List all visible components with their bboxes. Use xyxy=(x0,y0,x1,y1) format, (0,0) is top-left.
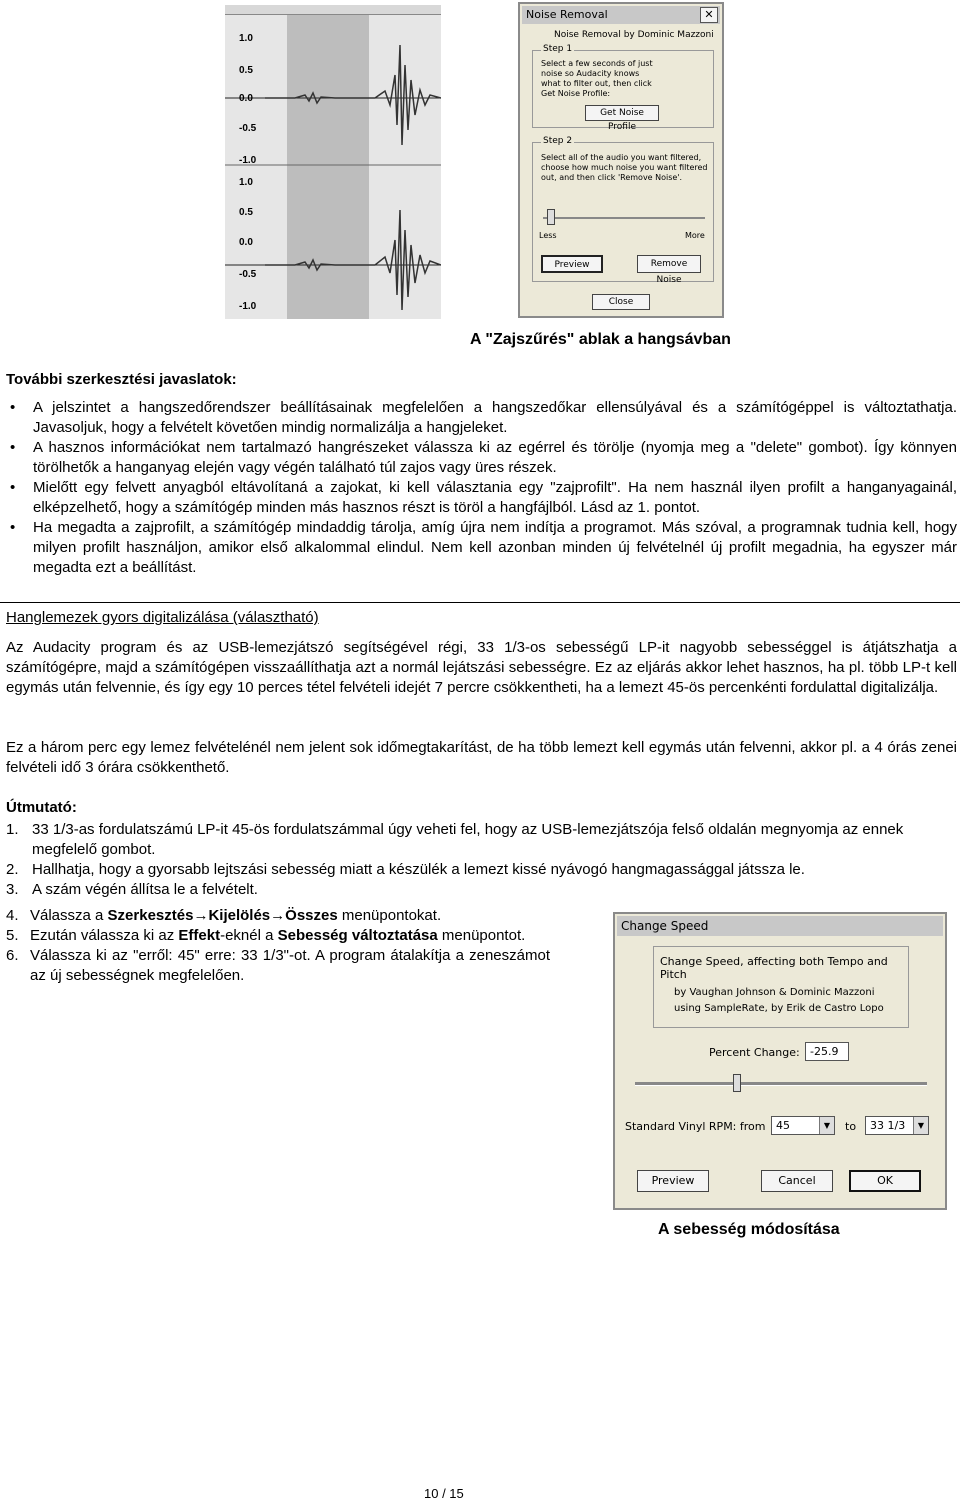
chevron-down-icon[interactable]: ▼ xyxy=(913,1117,928,1134)
noise-slider-thumb[interactable] xyxy=(547,209,555,225)
from-rpm-select[interactable] xyxy=(771,1116,835,1135)
to-label: to xyxy=(845,1120,857,1133)
speed-slider-thumb[interactable] xyxy=(733,1074,741,1092)
dialog-title: Change Speed xyxy=(621,919,709,933)
step-text: -eknél a xyxy=(220,927,278,944)
credits-line: by Vaughan Johnson & Dominic Mazzoni xyxy=(674,987,875,998)
axis-label: 1.0 xyxy=(239,33,253,44)
step2-group xyxy=(532,136,714,285)
waveform-screenshot xyxy=(225,5,441,319)
rpm-label: Standard Vinyl RPM: from xyxy=(625,1120,766,1133)
axis-label: 0.5 xyxy=(239,65,253,76)
dialog-title: Noise Removal xyxy=(526,8,608,21)
suggestions-heading: További szerkesztési javaslatok: xyxy=(6,371,237,388)
menu-effect: Effekt xyxy=(178,927,221,944)
waveform-graphic xyxy=(225,5,441,319)
steps-list xyxy=(6,820,957,900)
axis-label: -1.0 xyxy=(239,301,257,312)
list-item xyxy=(6,860,957,880)
step2-text: Select all of the audio you want filtered, choose how much noise you want filtered out, and then click 'Remove Noise'. xyxy=(541,153,708,182)
list-item: • Ha megadta a zajprofilt, a számítógép mindaddig tárolja, amíg újra nem indítja a programot. Más szóval, a programnak tudnia kell, hogy milyen profilt használjon, amikor első alkalommal elindul. Nem kell azonban minden új felvételnél új profilt megadnia, ha egyszer már megadta ezt a beállítást. xyxy=(0,518,957,578)
dialog-titlebar xyxy=(522,6,720,24)
step1-text: Select a few seconds of just noise so Audacity knows what to filter out, then click Get Noise Profile: xyxy=(541,59,653,98)
step-number: 4. xyxy=(6,907,19,924)
step-text: Hallhatja, hogy a gyorsabb lejtszási sebesség miatt a készülék a lemezt kissé nyávogó hangmagassággal játssza le. xyxy=(32,861,805,878)
list-item xyxy=(6,880,957,900)
list-item: • Mielőtt egy felvett anyagból eltávolítaná a zajokat, ki kell választania egy "zajprofilt". Ha nem használ ilyen profilt a hanganyagainál, elképzelhető, hogy a számítógép minden más hasznos részt is töröl a hangfájlból. Lásd az 1. pontot. xyxy=(0,478,957,518)
list-item: • A jelszintet a hangszedőrendszer beállításainak megfelelően a hangszedőkar ellensúlyával és a számítógéppel is változtathatja. Javasoljuk, hogy a felvételt követően mindig normalizálja a hangjeleket. xyxy=(0,398,957,438)
arrow-icon: → xyxy=(193,907,209,924)
close-icon[interactable]: ✕ xyxy=(700,7,718,23)
menu-select: Kijelölés xyxy=(208,907,271,924)
menu-change-speed: Sebesség változtatása xyxy=(277,927,438,944)
more-label: More xyxy=(685,231,705,240)
noise-slider-track[interactable] xyxy=(543,217,705,219)
close-button[interactable]: Close xyxy=(592,294,650,310)
axis-label: 1.0 xyxy=(239,177,253,188)
percent-change-input[interactable]: -25.9 xyxy=(805,1042,849,1061)
step2-label: Step 2 xyxy=(543,136,573,146)
less-label: Less xyxy=(539,231,557,240)
arrow-icon: → xyxy=(270,907,286,924)
step-text: A szám végén állítsa le a felvételt. xyxy=(32,881,258,898)
step-number: 3. xyxy=(6,881,19,898)
axis-label: 0.0 xyxy=(239,93,253,104)
step-text: 33 1/3-as fordulatszámú LP-it 45-ös fordulatszámmal úgy veheti fel, hogy az USB-lemezjátszója felső oldalán megnyomja az ennek megfelelő gombot. xyxy=(32,821,904,858)
percent-change-label: Percent Change: xyxy=(709,1046,800,1059)
step-text: Válassza a xyxy=(30,907,108,924)
step-number: 5. xyxy=(6,927,19,944)
step-text: Válassza ki az "erről: 45" erre: 33 1/3"-ot. A program átalakítja a zeneszámot az új sebességnek megfelelően. xyxy=(30,947,550,984)
section-divider xyxy=(0,602,960,603)
step-number: 6. xyxy=(6,947,19,964)
chevron-down-icon[interactable]: ▼ xyxy=(819,1117,834,1134)
to-rpm-value: 33 1/3 xyxy=(870,1119,906,1132)
list-item: • A hasznos információkat nem tartalmazó hangrészeket válassza ki az egérrel és törölje (nyomja meg a "delete" gombot). Így könnyen törölhetők a hanganyag elején vagy végén található túl zajos vagy üres részek. xyxy=(0,438,957,478)
list-item xyxy=(6,946,550,986)
section-heading: Hanglemezek gyors digitalizálása (választható) xyxy=(6,609,319,626)
speed-slider-track[interactable] xyxy=(635,1082,927,1086)
axis-label: 0.5 xyxy=(239,207,253,218)
axis-label: 0.0 xyxy=(239,237,253,248)
figure-caption: A "Zajszűrés" ablak a hangsávban xyxy=(470,331,731,348)
list-item xyxy=(6,820,957,860)
step-text: menüpontot. xyxy=(437,927,526,944)
dialog-heading: Change Speed, affecting both Tempo and Pitch xyxy=(660,955,888,981)
steps-list-continued xyxy=(6,906,550,986)
step-text: Ezután válassza ki az xyxy=(30,927,179,944)
suggestions-list xyxy=(0,398,957,578)
page-number: 10 / 15 xyxy=(424,1486,464,1501)
figure-caption: A sebesség módosítása xyxy=(658,1221,840,1238)
info-group xyxy=(653,946,909,1028)
list-item xyxy=(6,906,550,926)
step-number: 2. xyxy=(6,861,19,878)
axis-label: -1.0 xyxy=(239,155,257,166)
change-speed-dialog xyxy=(613,912,947,1210)
dialog-titlebar xyxy=(617,916,943,936)
preview-button[interactable]: Preview xyxy=(541,255,603,273)
ok-button[interactable]: OK xyxy=(849,1170,921,1192)
preview-button[interactable]: Preview xyxy=(637,1170,709,1192)
list-item xyxy=(6,926,550,946)
step1-group xyxy=(532,44,714,132)
cancel-button[interactable]: Cancel xyxy=(761,1170,833,1192)
paragraph: Az Audacity program és az USB-lemezjátszó segítségével régi, 33 1/3-os sebességű LP-it nagyobb sebességgel is átjátszhatja a számítógépre, majd a számítógépen visszaállíthatja azt a normál lejátszási sebességre. Ez az eljárás akkor lehet hasznos, ha pl. több LP-t kell egymás után felvennie, és így egy 10 perces tétel felvételi idejét 7 percre csökkentheti, ha a lemezt 45-ös percenkénti fordulattal digitalizálja. xyxy=(6,639,957,696)
remove-noise-button[interactable]: Remove Noise xyxy=(637,255,701,273)
paragraph: Ez a három perc egy lemez felvételénél nem jelent sok időmegtakarítást, de ha több lemezt kell egymás után felvenni, akkor pl. a 4 órás zenei felvételi idő 3 órára csökkenthető. xyxy=(6,739,957,776)
menu-all: Összes xyxy=(285,907,338,924)
from-rpm-value: 45 xyxy=(776,1119,790,1132)
axis-label: -0.5 xyxy=(239,269,257,280)
menu-edit: Szerkesztés xyxy=(107,907,194,924)
axis-label: -0.5 xyxy=(239,123,257,134)
dialog-subtitle: Noise Removal by Dominic Mazzoni xyxy=(554,30,714,40)
guide-heading: Útmutató: xyxy=(6,799,77,816)
step-text: menüpontokat. xyxy=(337,907,442,924)
credits-line: using SampleRate, by Erik de Castro Lopo xyxy=(674,1003,884,1014)
step-number: 1. xyxy=(6,821,19,838)
get-noise-profile-button[interactable]: Get Noise Profile xyxy=(585,105,659,121)
to-rpm-select[interactable] xyxy=(865,1116,929,1135)
step1-label: Step 1 xyxy=(543,44,573,54)
noise-removal-dialog xyxy=(518,2,724,318)
